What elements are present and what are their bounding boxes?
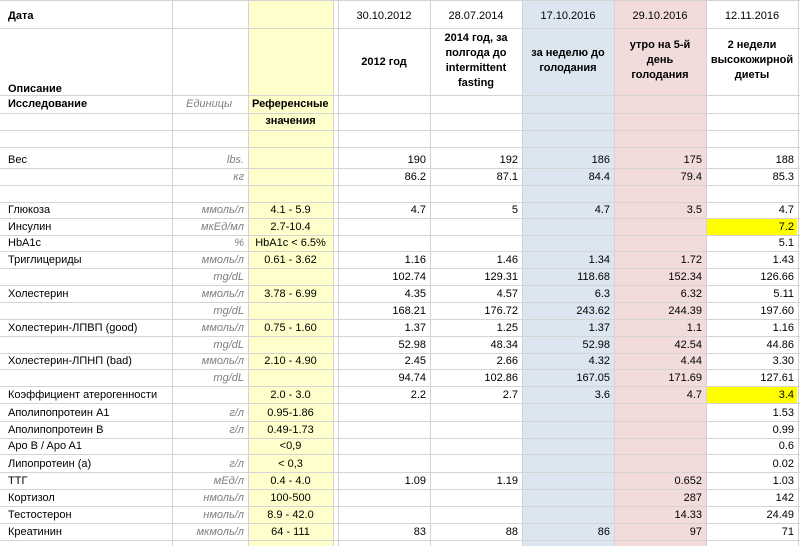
value-cell: 4.7	[594, 204, 610, 216]
value-cell	[523, 456, 613, 472]
reference-range: 0.61 - 3.62	[264, 254, 317, 266]
value-cell	[339, 219, 429, 235]
value-cell: 287	[683, 492, 702, 504]
value-cell: 1.25	[496, 322, 518, 334]
value-cell: 0.652	[674, 475, 702, 487]
value-cell	[615, 456, 705, 472]
description-line: за неделю до	[531, 47, 605, 59]
table-row	[0, 169, 800, 186]
value-cell	[431, 422, 521, 438]
period-description	[338, 55, 430, 70]
value-cell	[339, 405, 429, 421]
value-cell: 129.31	[484, 271, 518, 283]
table-row	[0, 353, 800, 370]
period-description	[706, 38, 798, 83]
reference-range: HbA1c < 6.5%	[255, 237, 326, 249]
value-cell: 1.1	[686, 322, 702, 334]
reference-range: 4.1 - 5.9	[270, 204, 311, 216]
test-unit: ммоль/л	[201, 288, 244, 300]
value-cell: 85.3	[772, 171, 794, 183]
value-cell: 127.61	[760, 372, 794, 384]
value-cell: 24.49	[766, 509, 794, 521]
description-line: 2014 год, за	[444, 32, 508, 44]
value-cell: 42.54	[674, 339, 702, 351]
value-cell	[523, 405, 613, 421]
value-cell: 2.2	[410, 389, 426, 401]
value-cell: 1.09	[404, 475, 426, 487]
value-cell	[431, 219, 521, 235]
value-cell: 102.86	[484, 372, 518, 384]
table-row	[0, 490, 800, 507]
table-row	[0, 235, 800, 252]
value-cell: 86.2	[404, 171, 426, 183]
test-name: Креатинин	[8, 526, 62, 538]
value-cell: 88	[505, 526, 518, 538]
value-cell: 3.5	[686, 204, 702, 216]
description-line: полгода до	[445, 47, 507, 59]
test-unit: г/л	[229, 407, 244, 419]
test-unit: mg/dL	[213, 339, 244, 351]
test-unit: ммоль/л	[201, 355, 244, 367]
grid-hline	[0, 95, 800, 96]
test-name: Вес	[8, 154, 27, 166]
value-cell: 52.98	[582, 339, 610, 351]
description-line: утро на 5-й	[629, 39, 691, 51]
value-cell: 5	[511, 204, 518, 216]
value-cell	[523, 219, 613, 235]
description-line: высокожирной	[710, 54, 794, 66]
value-cell: 3.6	[594, 389, 610, 401]
value-cell: 84.4	[588, 171, 610, 183]
value-cell: 1.03	[772, 475, 794, 487]
date-header: 29.10.2016	[632, 10, 688, 22]
value-cell: 4.32	[588, 355, 610, 367]
value-cell: 86	[597, 526, 610, 538]
value-cell	[431, 490, 521, 506]
value-cell	[615, 235, 705, 251]
test-name: Apo B / Apo A1	[8, 440, 83, 452]
test-name: Холестерин-ЛПНП (bad)	[8, 355, 132, 367]
value-cell: 167.05	[576, 372, 610, 384]
table-row	[0, 202, 800, 219]
value-cell: 192	[499, 154, 518, 166]
test-unit: ммоль/л	[201, 322, 244, 334]
value-cell	[523, 507, 613, 523]
reference-range: 0.49-1.73	[267, 424, 314, 436]
table-row	[0, 438, 800, 455]
value-cell: 14.33	[674, 509, 702, 521]
description-line: 2012 год	[361, 56, 407, 68]
grid-hline	[0, 147, 800, 148]
table-row	[0, 320, 800, 337]
value-cell: 1.46	[496, 254, 518, 266]
reference-range: 8.9 - 42.0	[267, 509, 314, 521]
value-cell	[707, 186, 797, 202]
value-cell: 87.1	[496, 171, 518, 183]
value-cell: 1.72	[680, 254, 702, 266]
value-cell: 175	[683, 154, 702, 166]
value-cell	[523, 490, 613, 506]
value-cell: 94.74	[398, 372, 426, 384]
table-row	[0, 387, 800, 404]
value-cell: 44.86	[766, 339, 794, 351]
value-cell	[431, 438, 521, 454]
description-line: день	[646, 54, 674, 66]
test-unit: мкмоль/л	[196, 526, 244, 538]
value-cell: 102.74	[392, 271, 426, 283]
value-cell: 197.60	[760, 305, 794, 317]
description-line: голодания	[539, 62, 597, 74]
value-cell: 4.7	[686, 389, 702, 401]
value-cell: 1.16	[404, 254, 426, 266]
value-cell: 168.21	[392, 305, 426, 317]
grid-hline	[0, 0, 800, 1]
value-cell: 83	[413, 526, 426, 538]
value-cell: 5.1	[778, 237, 794, 249]
value-cell: 2.66	[496, 355, 518, 367]
value-cell: 2.45	[404, 355, 426, 367]
test-name: Триглицериды	[8, 254, 82, 266]
value-cell: 97	[689, 526, 702, 538]
description-line: intermittent	[445, 62, 507, 74]
value-cell: 190	[407, 154, 426, 166]
test-unit: mg/dL	[213, 372, 244, 384]
test-name: Аполипопротеин А1	[8, 407, 110, 419]
period-description	[430, 31, 522, 91]
test-name: Холестерин	[8, 288, 69, 300]
value-cell: 48.34	[490, 339, 518, 351]
value-cell: 3.4	[707, 387, 797, 403]
table-row	[0, 186, 800, 203]
reference-range: 2.0 - 3.0	[270, 389, 311, 401]
description-line: голодания	[631, 69, 689, 81]
value-cell	[339, 422, 429, 438]
description-line: 2 недели	[727, 39, 777, 51]
value-cell	[339, 186, 429, 202]
table-row	[0, 252, 800, 269]
value-cell: 4.57	[496, 288, 518, 300]
test-name: Тестостерон	[8, 509, 72, 521]
description-line: диеты	[734, 69, 770, 81]
value-cell: 6.32	[680, 288, 702, 300]
grid-hline	[0, 28, 800, 29]
date-header: 30.10.2012	[356, 10, 412, 22]
test-name: HbA1c	[8, 237, 42, 249]
test-unit: мЕд/л	[213, 475, 244, 487]
value-cell	[431, 186, 521, 202]
description-label: Описание	[8, 83, 62, 95]
period-description	[522, 46, 614, 76]
reference-range: 2.10 - 4.90	[264, 355, 317, 367]
table-row	[0, 303, 800, 320]
test-unit: мкЕд/мл	[201, 221, 244, 233]
reference-range: < 0,3	[278, 458, 303, 470]
value-cell	[431, 507, 521, 523]
test-unit: ммоль/л	[201, 204, 244, 216]
value-cell: 0.02	[772, 458, 794, 470]
table-row	[0, 422, 800, 439]
value-cell: 126.66	[760, 271, 794, 283]
table-row	[0, 370, 800, 387]
value-cell	[615, 438, 705, 454]
test-unit: lbs.	[226, 154, 244, 166]
reference-range: 0.4 - 4.0	[270, 475, 311, 487]
table-row	[0, 219, 800, 236]
date-label: Дата	[8, 10, 34, 22]
units-label: Единицы	[186, 98, 233, 110]
reference-range: 3.78 - 6.99	[264, 288, 317, 300]
value-cell: 0.6	[778, 440, 794, 452]
value-cell: 7.2	[707, 219, 797, 235]
value-cell: 188	[775, 154, 794, 166]
value-cell	[523, 186, 613, 202]
test-unit: г/л	[229, 424, 244, 436]
value-cell	[339, 456, 429, 472]
test-name: Липопротеин (а)	[8, 458, 92, 470]
table-row	[0, 405, 800, 422]
value-cell	[339, 507, 429, 523]
value-cell: 4.7	[410, 204, 426, 216]
value-cell: 243.62	[576, 305, 610, 317]
value-cell: 186	[591, 154, 610, 166]
value-cell: 152.34	[668, 271, 702, 283]
test-unit: ммоль/л	[201, 254, 244, 266]
value-cell: 4.44	[680, 355, 702, 367]
value-cell	[339, 490, 429, 506]
test-unit: нмоль/л	[203, 492, 244, 504]
value-cell	[523, 473, 613, 489]
value-cell: 3.30	[772, 355, 794, 367]
test-unit: mg/dL	[213, 305, 244, 317]
value-cell: 1.43	[772, 254, 794, 266]
test-name: Аполипопротеин В	[8, 424, 104, 436]
table-row	[0, 269, 800, 286]
value-cell: 79.4	[680, 171, 702, 183]
value-cell: 5.11	[773, 288, 794, 300]
reference-range: 0.95-1.86	[267, 407, 314, 419]
value-cell: 0.99	[772, 424, 794, 436]
value-cell	[523, 235, 613, 251]
value-cell: 1.37	[588, 322, 610, 334]
value-cell: 176.72	[484, 305, 518, 317]
period-description	[614, 38, 706, 83]
value-cell	[431, 235, 521, 251]
table-row	[0, 473, 800, 490]
value-cell: 1.37	[404, 322, 426, 334]
value-cell: 1.53	[772, 407, 794, 419]
value-cell: 52.98	[398, 339, 426, 351]
ref-label-1: Референсные	[252, 98, 329, 110]
value-cell	[615, 422, 705, 438]
value-cell: 1.34	[588, 254, 610, 266]
date-header: 28.07.2014	[448, 10, 504, 22]
date-header: 12.11.2016	[724, 10, 780, 22]
test-unit: г/л	[229, 458, 244, 470]
table-row	[0, 337, 800, 354]
value-cell: 4.35	[404, 288, 426, 300]
test-name: Коэффициент атерогенности	[8, 389, 158, 401]
table-row	[0, 456, 800, 473]
test-name: Кортизол	[8, 492, 55, 504]
value-cell	[523, 438, 613, 454]
grid-hline	[0, 113, 800, 114]
test-name: Инсулин	[8, 221, 52, 233]
value-cell: 4.7	[778, 204, 794, 216]
test-unit: кг	[233, 171, 244, 183]
value-cell	[339, 235, 429, 251]
value-cell: 71	[781, 526, 794, 538]
value-cell	[615, 219, 705, 235]
value-cell: 142	[775, 492, 794, 504]
test-unit: mg/dL	[213, 271, 244, 283]
reference-range: 64 - 111	[271, 526, 310, 538]
ref-label-2: значения	[265, 115, 316, 127]
value-cell: 2.7	[502, 389, 518, 401]
value-cell: 171.69	[668, 372, 702, 384]
value-cell	[431, 456, 521, 472]
value-cell: 6.3	[594, 288, 610, 300]
reference-range: 100-500	[270, 492, 311, 504]
reference-range: 2.7-10.4	[270, 221, 311, 233]
value-cell	[523, 422, 613, 438]
test-name: Глюкоза	[8, 204, 51, 216]
value-cell	[339, 438, 429, 454]
value-cell: 1.19	[496, 475, 518, 487]
reference-range: <0,9	[279, 440, 302, 452]
table-row	[0, 524, 800, 541]
test-name: ТТГ	[8, 475, 28, 487]
value-cell: 1.16	[772, 322, 794, 334]
table-row	[0, 507, 800, 524]
value-cell: 118.68	[577, 271, 610, 283]
value-cell	[615, 405, 705, 421]
test-name: Холестерин-ЛПВП (good)	[8, 322, 138, 334]
date-header: 17.10.2016	[540, 10, 596, 22]
value-cell: 244.39	[668, 305, 702, 317]
test-unit: %	[234, 237, 244, 249]
study-label: Исследование	[8, 98, 88, 110]
grid-hline	[0, 130, 800, 131]
description-line: fasting	[457, 77, 495, 89]
table-row	[0, 152, 800, 169]
value-cell	[615, 186, 705, 202]
reference-range: 0.75 - 1.60	[264, 322, 317, 334]
value-cell	[431, 405, 521, 421]
table-row	[0, 286, 800, 303]
test-unit: нмоль/л	[203, 509, 244, 521]
